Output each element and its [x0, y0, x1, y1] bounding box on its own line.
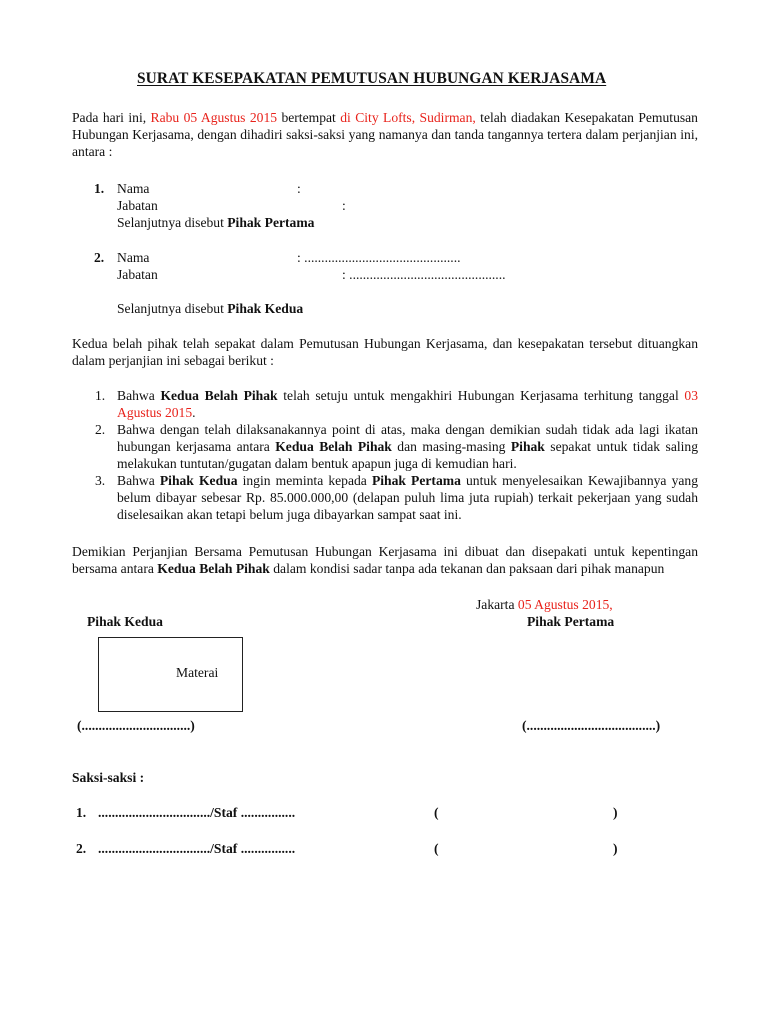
witness-1-open-paren: ( — [434, 805, 439, 820]
meeting-place: di City Lofts, Sudirman, — [340, 110, 476, 125]
witness-2-open-paren: ( — [434, 841, 439, 856]
term-item-3: 3. Bahwa Pihak Kedua ingin meminta kepada Pihak Pertama untuk menyelesaikan Kewajibannya yang belum dibayar sebesar Rp. 85.000.000,00 (delapan puluh lima juta rupiah) terkait pekerjaan yang sudah diselesaikan akan tetapi belum juga dibayarkan sampat saat ini. — [95, 473, 699, 522]
witness-2-line: ................................./Staf ................ — [98, 841, 296, 856]
signature-left-label: Pihak Kedua — [87, 614, 163, 629]
closing-paragraph: Demikian Perjanjian Bersama Pemutusan Hubungan Kerjasama ini dibuat dan disepakati untuk kepentingan bersama antara Kedua Belah Pihak dalam kondisi sadar tanpa ada tekanan dan paksaan dari pihak manapun — [72, 544, 698, 576]
party1-number: 1. — [94, 181, 105, 196]
signing-place-date: Jakarta 05 Agustus 2015, — [476, 597, 613, 612]
term-item-2: 2. Bahwa dengan telah dilaksanakannya point di atas, maka dengan demikian sudah tidak ada lagi ikatan hubungan kerjasama antara Kedua Belah Pihak dan masing-masing Pihak sepakat untuk tidak saling melakukan tuntutan/gugatan dalam bentuk apapun juga di kemudian hari. — [95, 422, 698, 471]
signature-left-name: (................................) — [77, 718, 195, 733]
signature-right-name: (......................................) — [522, 718, 661, 733]
party1-name-label: Nama — [117, 181, 150, 196]
party1-reference: Selanjutnya disebut Pihak Pertama — [117, 215, 315, 230]
party1-position-label: Jabatan — [117, 198, 158, 213]
witness-2-close-paren: ) — [613, 841, 618, 856]
witness-1-number: 1. — [76, 805, 87, 820]
party2-number: 2. — [94, 250, 105, 265]
stamp-duty-box — [98, 637, 243, 712]
witnesses-label: Saksi-saksi : — [72, 770, 145, 785]
intro-paragraph: Pada hari ini, Rabu 05 Agustus 2015 bertempat di City Lofts, Sudirman, telah diadakan Kesepakatan Pemutusan Hubungan Kerjasama, dengan dihadiri saksi-saksi yang namanya dan tanda tangannya tertera dalam perjanjian ini, antara : — [72, 110, 698, 159]
party2-name-value: : .............................................. — [297, 250, 461, 265]
signing-date: 05 Agustus 2015, — [517, 597, 613, 612]
party1-name-colon: : — [297, 181, 301, 196]
party2-position-label: Jabatan — [117, 267, 158, 282]
party2-position-value: : .............................................. — [342, 267, 506, 282]
stamp-duty-label: Materai — [176, 665, 219, 680]
party1-position-colon: : — [342, 198, 346, 213]
witness-2-number: 2. — [76, 841, 87, 856]
document-title: SURAT KESEPAKATAN PEMUTUSAN HUBUNGAN KERJASAMA — [137, 70, 607, 87]
meeting-date: Rabu 05 Agustus 2015 — [150, 110, 278, 125]
signature-right-label: Pihak Pertama — [527, 614, 615, 629]
term-item-1: 1. Bahwa Kedua Belah Pihak telah setuju untuk mengakhiri Hubungan Kerjasama terhitung tanggal 03 Agustus 2015. — [95, 388, 698, 420]
termination-date: 03 Agustus 2015 — [117, 388, 698, 420]
party2-reference: Selanjutnya disebut Pihak Kedua — [117, 301, 304, 316]
witness-1-line: ................................./Staf ................ — [98, 805, 296, 820]
agreement-intro: Kedua belah pihak telah sepakat dalam Pemutusan Hubungan Kerjasama, dan kesepakatan tersebut dituangkan dalam perjanjian ini sebagai berikut : — [72, 336, 698, 368]
party2-ref-name: Pihak Kedua — [227, 301, 304, 316]
party1-ref-name: Pihak Pertama — [227, 215, 315, 230]
terms-list — [95, 387, 698, 523]
party2-name-label: Nama — [117, 250, 150, 265]
witness-1-close-paren: ) — [613, 805, 618, 820]
